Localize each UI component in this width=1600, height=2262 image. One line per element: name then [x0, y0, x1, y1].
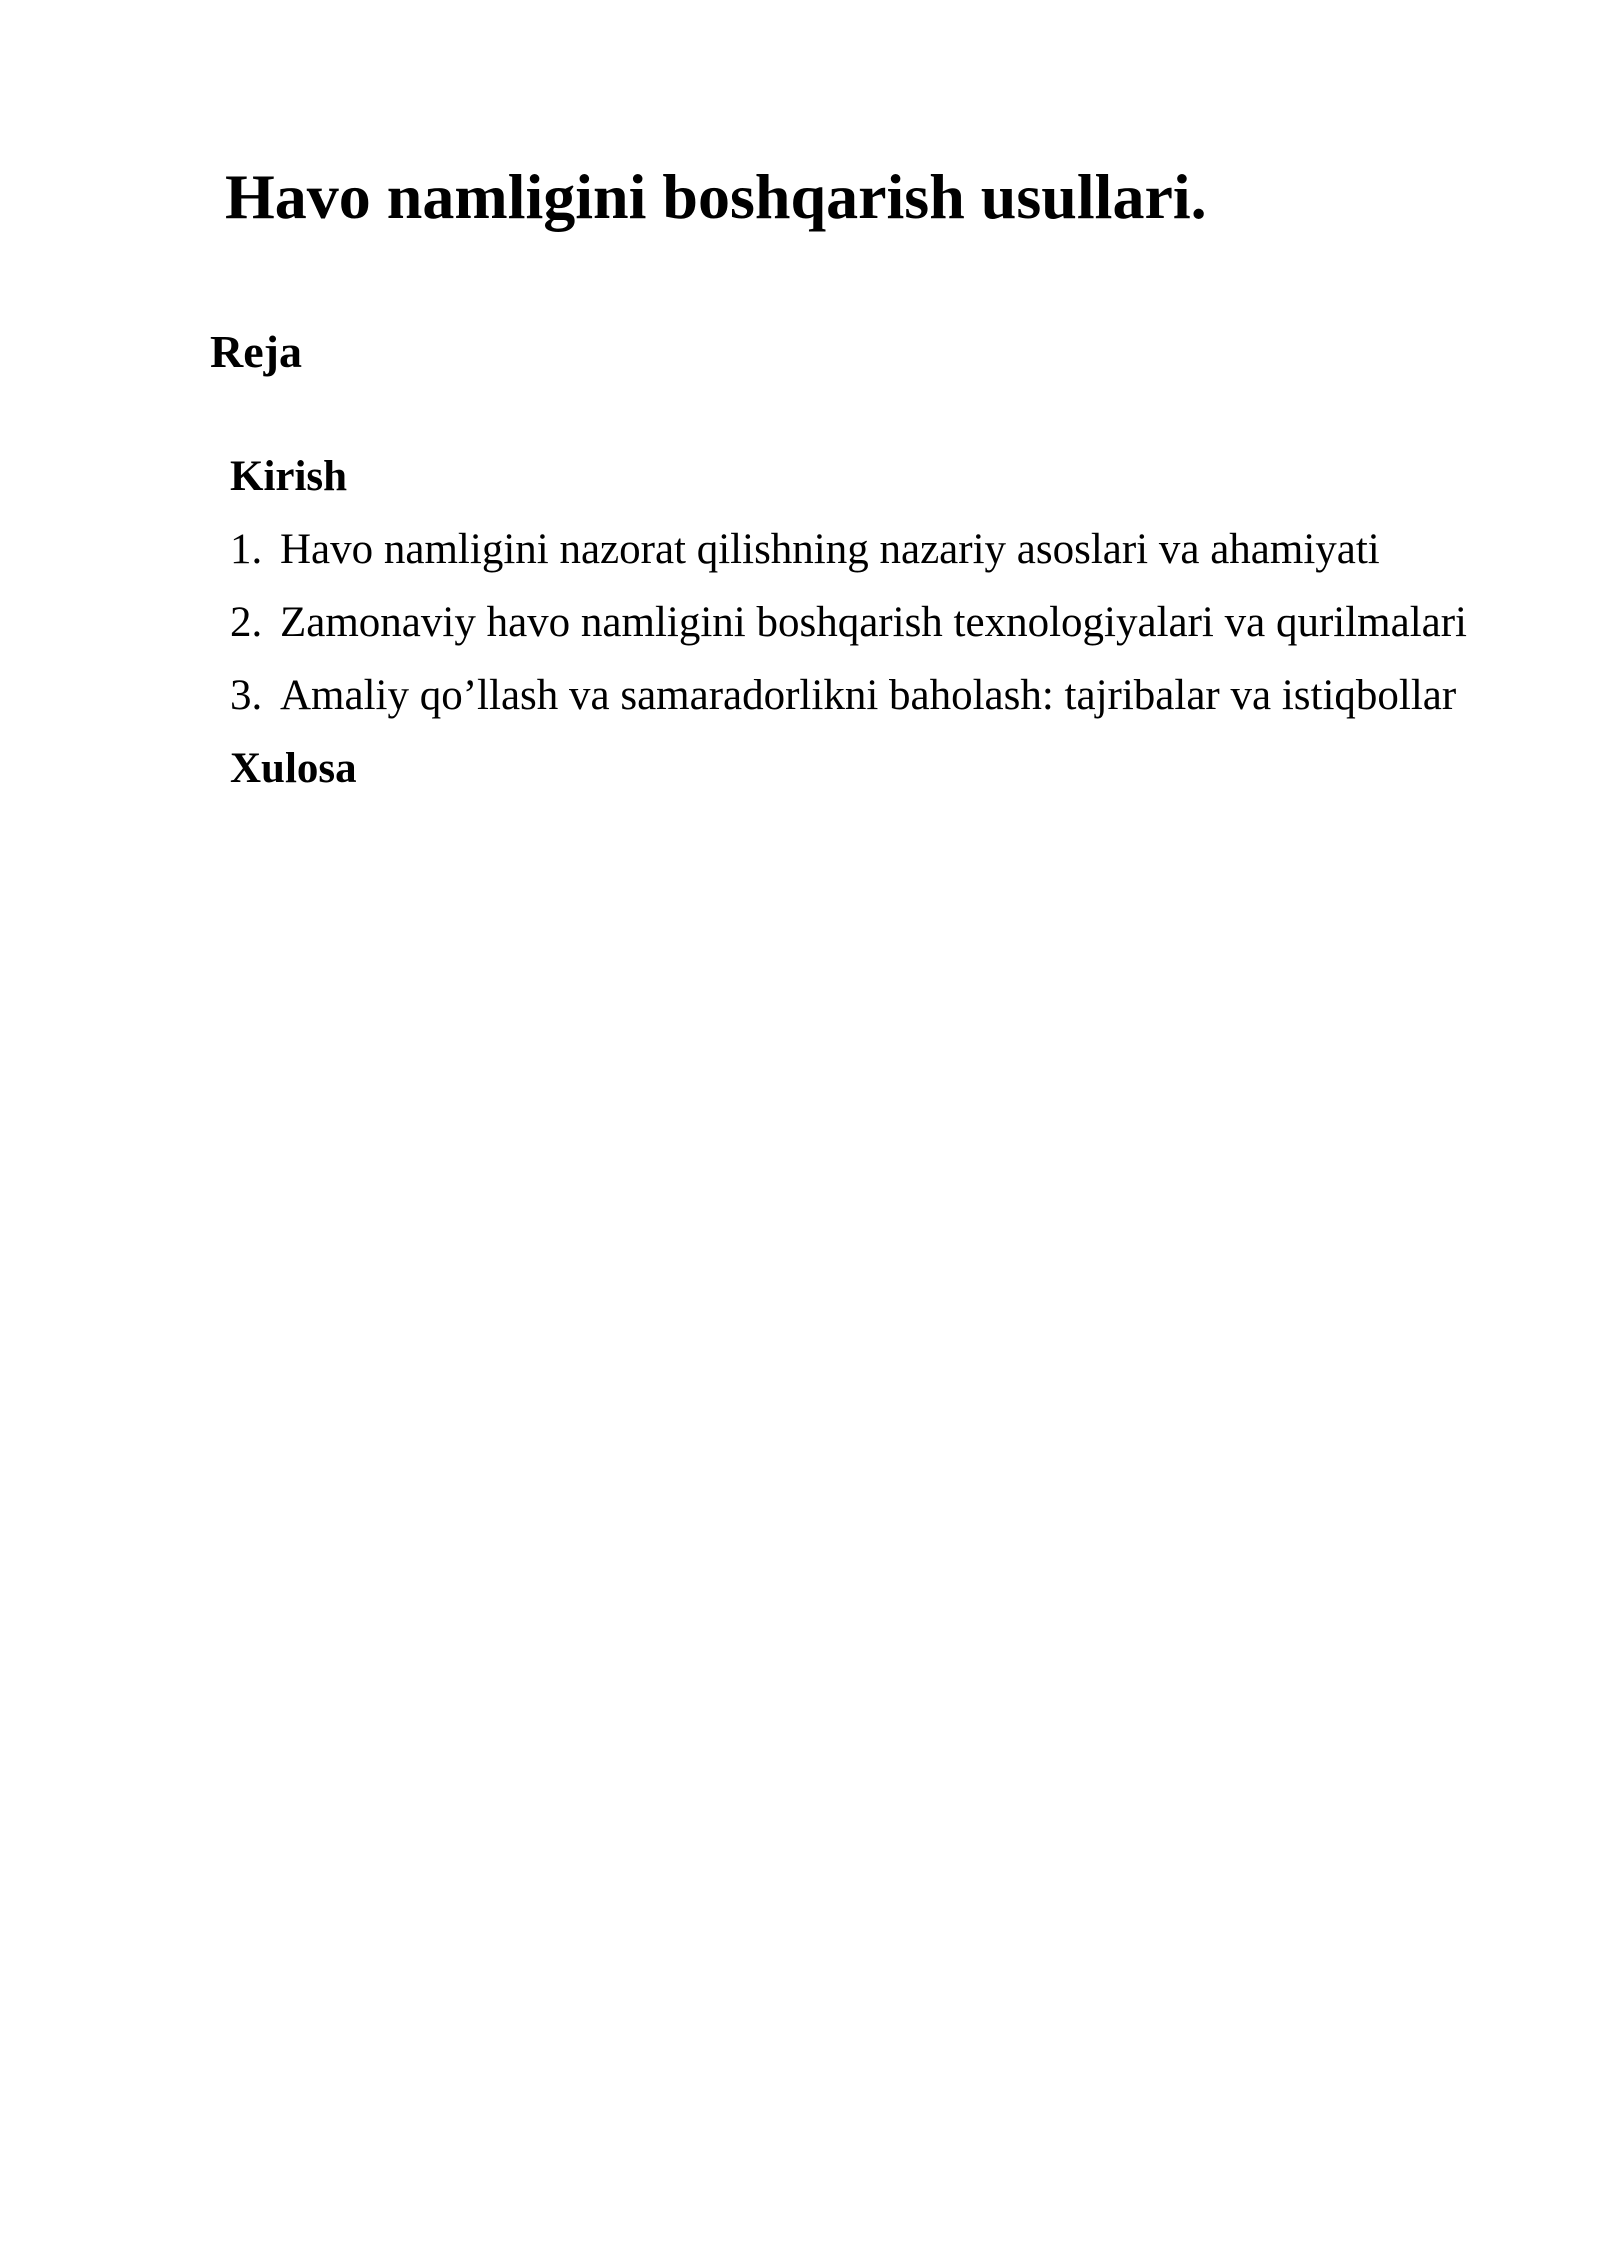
plan-intro: Kirish	[230, 453, 348, 500]
plan-item-text: Zamonaviy havo namligini boshqarish texnologiyalari va qurilmalari	[280, 599, 1467, 646]
plan-list	[230, 440, 1480, 805]
plan-heading: Reja	[210, 326, 302, 377]
plan-item-3	[230, 659, 1480, 732]
plan-item-text: Amaliy qo’llash va samaradorlikni baholash: tajribalar va istiqbollar	[280, 672, 1457, 719]
plan-item-number: 2.	[230, 599, 263, 646]
plan-item-number: 1.	[230, 526, 263, 573]
plan-conclusion: Xulosa	[230, 745, 357, 792]
plan-item-2	[230, 586, 1480, 659]
plan-item-text: Havo namligini nazorat qilishning nazariy asoslari va ahamiyati	[280, 526, 1380, 573]
document-title: Havo namligini boshqarish usullari.	[225, 161, 1207, 232]
plan-item-1	[230, 513, 1480, 586]
plan-item-number: 3.	[230, 672, 263, 719]
